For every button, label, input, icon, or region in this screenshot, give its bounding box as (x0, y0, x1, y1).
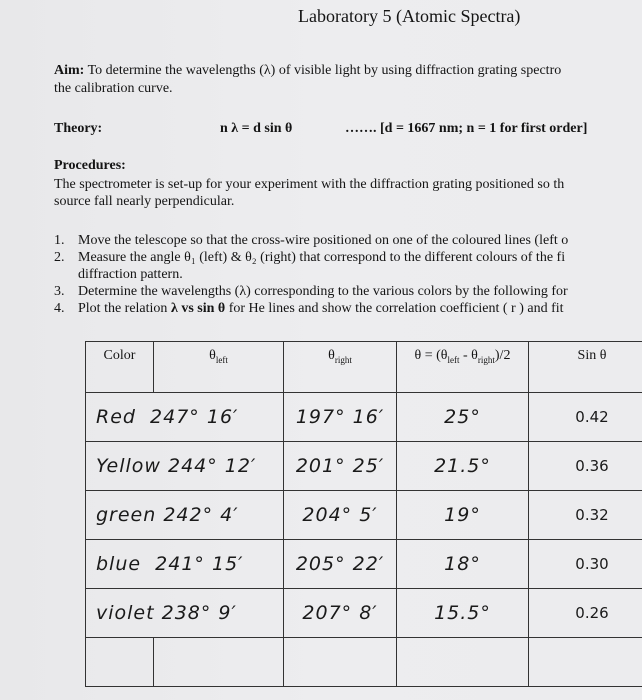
procedures-label: Procedures: (54, 158, 126, 173)
cell-theta-right: 205° 22′ (284, 540, 397, 589)
step-number: 2. (54, 250, 65, 265)
cell-theta: 18° (397, 540, 529, 589)
procedures-intro-line2: source fall nearly perpendicular. (54, 194, 235, 209)
step-number: 3. (54, 284, 65, 299)
cell-sin: 0.36 (529, 442, 642, 491)
table-row (86, 442, 642, 491)
cell-theta (397, 638, 529, 687)
aim-text-line1: To determine the wavelengths (λ) of visible light by using diffraction grating spectro (87, 63, 562, 78)
step-text: Move the telescope so that the cross-wire positioned on one of the coloured lines (left o (78, 233, 569, 248)
measurements-table (85, 341, 642, 687)
cell-theta-left: 238° 9′ (161, 602, 237, 624)
table-row (86, 589, 642, 638)
cell-theta-right: 204° 5′ (284, 491, 397, 540)
step-text: Measure the angle θ₁ (left) & θ₂ (right) that correspond to the different colours of the fi (78, 250, 566, 265)
cell-color-left (86, 540, 284, 589)
aim-section (54, 62, 561, 98)
procedure-step (54, 249, 568, 283)
cell-sin: 0.42 (529, 393, 642, 442)
cell-theta-left: 242° 4′ (163, 504, 239, 526)
cell-color: green (96, 504, 157, 526)
header-theta-formula: $\theta = (\theta_{left} - \theta_{right})/2$ (397, 342, 529, 393)
procedures-intro-line1: The spectrometer is set-up for your experiment with the diffraction grating positioned so th (54, 177, 565, 192)
theory-note: ……. [d = 1667 nm; n = 1 for first order] (345, 121, 588, 136)
cell-color-left (86, 491, 284, 540)
procedure-step (54, 232, 568, 249)
cell-theta-left: 244° 12′ (167, 455, 257, 477)
cell-sin (529, 638, 642, 687)
cell-theta: 15.5° (397, 589, 529, 638)
procedure-step (54, 300, 568, 317)
cell-theta: 25° (397, 393, 529, 442)
step-text-bold: λ vs sin θ (170, 301, 226, 316)
step-text-post: for He lines and show the correlation coefficient ( r ) and fit (225, 301, 564, 316)
step-number: 1. (54, 233, 65, 248)
procedure-step (54, 283, 568, 300)
cell-theta-left: 247° 16′ (150, 406, 239, 428)
cell-theta: 21.5° (397, 442, 529, 491)
table-row (86, 491, 642, 540)
cell-theta-left: 241° 15′ (155, 553, 244, 575)
cell-color: Yellow (96, 455, 161, 477)
cell-theta-right: 207° 8′ (284, 589, 397, 638)
cell-theta-right: 197° 16′ (284, 393, 397, 442)
theory-label: Theory: (54, 121, 103, 136)
step-number: 4. (54, 301, 65, 316)
cell-sin: 0.26 (529, 589, 642, 638)
document-title: Laboratory 5 (Atomic Spectra) (298, 6, 521, 26)
table-row (86, 393, 642, 442)
procedure-steps (54, 232, 568, 317)
step-text: Determine the wavelengths (λ) corresponding to the various colors by the following for (78, 284, 568, 299)
cell-color: blue (96, 553, 142, 575)
table-row (86, 540, 642, 589)
header-theta-left: $\theta_{left}$ (154, 342, 284, 393)
cell-color (86, 638, 154, 687)
header-color: Color (86, 342, 154, 393)
cell-color-left (86, 589, 284, 638)
header-sin-theta: Sin θ (529, 342, 642, 393)
cell-sin: 0.32 (529, 491, 642, 540)
cell-sin: 0.30 (529, 540, 642, 589)
cell-color-left (86, 442, 284, 491)
table-header-row (86, 342, 642, 393)
aim-label: Aim: (54, 63, 85, 78)
cell-color: violet (96, 602, 155, 624)
cell-theta-left (154, 638, 284, 687)
aim-text-line2: the calibration curve. (54, 81, 173, 96)
cell-theta-right (284, 638, 397, 687)
cell-theta: 19° (397, 491, 529, 540)
theory-equation: n λ = d sin θ (220, 121, 293, 136)
cell-theta-right: 201° 25′ (284, 442, 397, 491)
cell-color: Red (96, 406, 136, 428)
table-row-empty (86, 638, 642, 687)
step-text-continued: diffraction pattern. (78, 267, 183, 282)
procedures-intro (54, 176, 564, 210)
cell-color-left (86, 393, 284, 442)
step-text-pre: Plot the relation (78, 301, 171, 316)
header-theta-right: $\theta_{right}$ (284, 342, 397, 393)
